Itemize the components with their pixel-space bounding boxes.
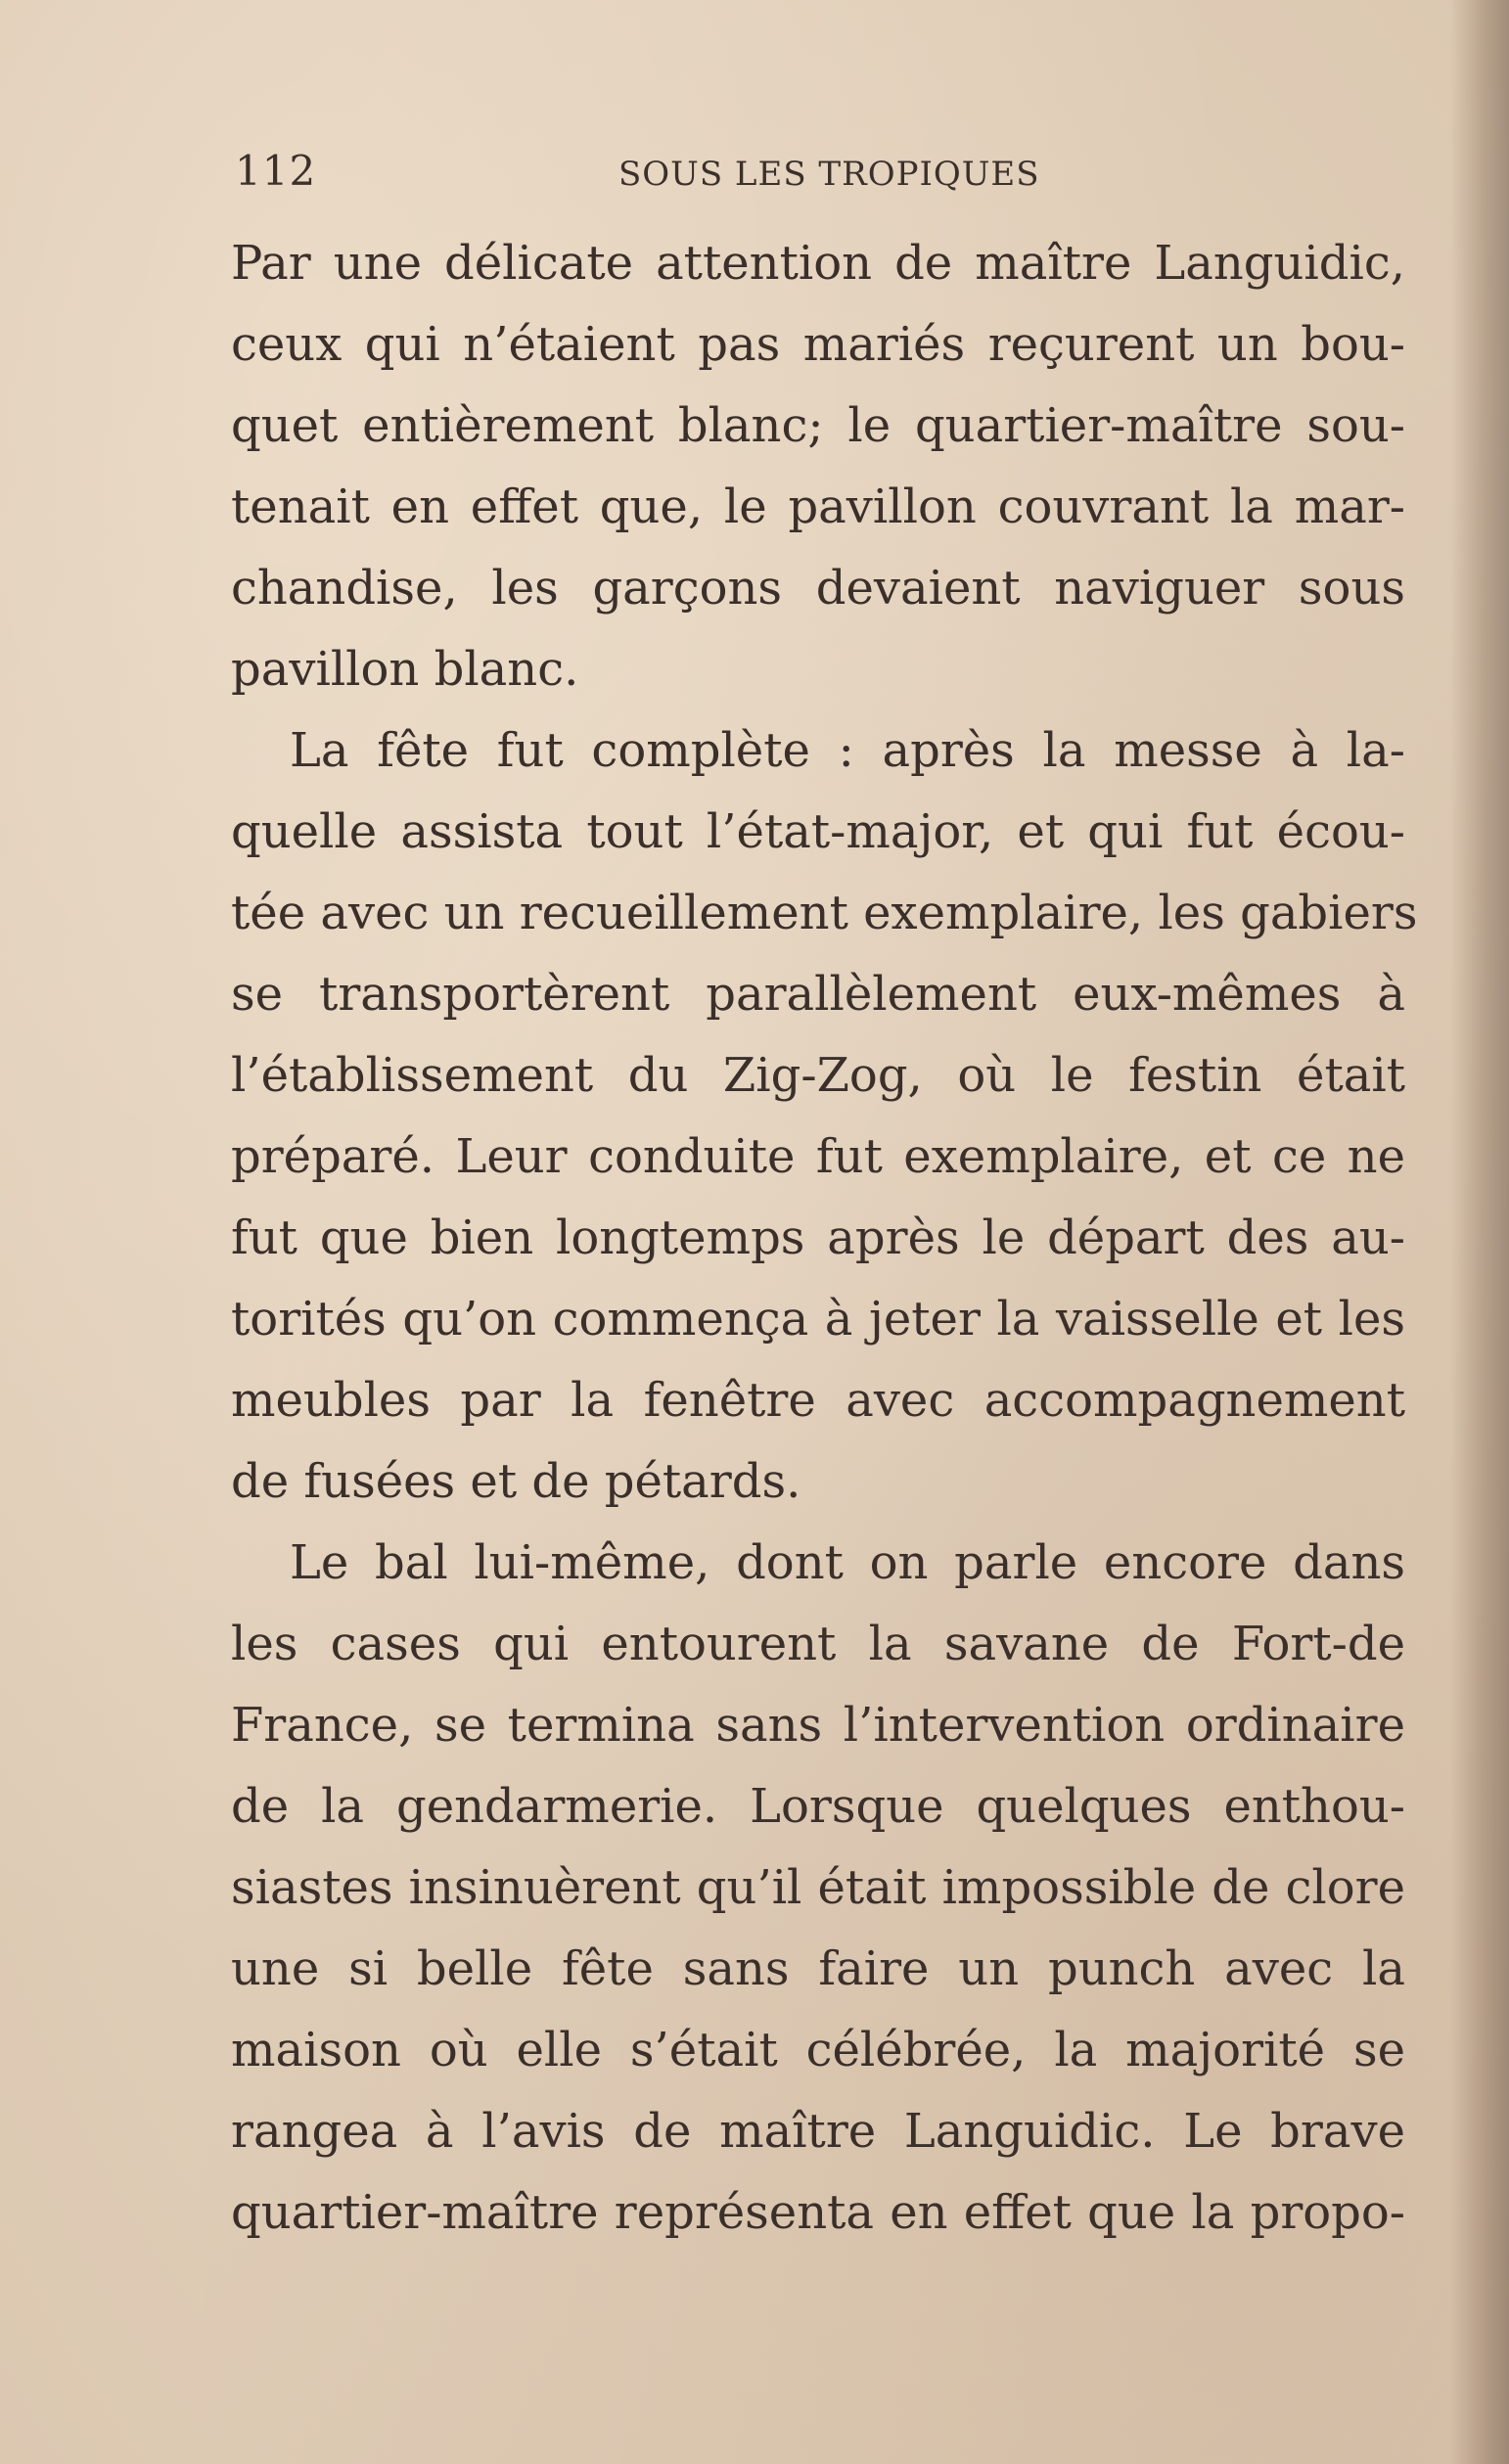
text-line: de la gendarmerie. Lorsque quelques enthou- (231, 1779, 1405, 1834)
text-line: l’établissement du Zig-Zog, où le festin était (231, 1048, 1405, 1103)
text-line: quartier-maître représenta en effet que la propo- (231, 2185, 1405, 2240)
text-line: rangea à l’avis de maître Languidic. Le brave (231, 2104, 1405, 2159)
text-line: quet entièrement blanc; le quartier-maître sou- (231, 398, 1405, 453)
running-head (235, 147, 1409, 205)
text-line: chandise, les garçons devaient naviguer sous (231, 561, 1405, 616)
text-line: maison où elle s’était célébrée, la majorité se (231, 2023, 1405, 2077)
text-line: Le bal lui-même, dont on parle encore dans (290, 1535, 1405, 1590)
page-edge-shadow (1450, 0, 1509, 2464)
text-line: Par une délicate attention de maître Languidic, (231, 236, 1405, 291)
page-number: 112 (235, 147, 317, 195)
paragraph (231, 1523, 1405, 2254)
text-line: meubles par la fenêtre avec accompagnement (231, 1373, 1405, 1428)
text-line: préparé. Leur conduite fut exemplaire, et ce ne (231, 1129, 1405, 1184)
text-line: de fusées et de pétards. (231, 1454, 801, 1509)
text-line: torités qu’on commença à jeter la vaisselle et les (231, 1292, 1405, 1346)
paragraph (231, 223, 1405, 710)
text-line: se transportèrent parallèlement eux-mêmes à (231, 967, 1405, 1022)
text-line: fut que bien longtemps après le départ des au- (231, 1210, 1405, 1265)
text-line: pavillon blanc. (231, 642, 579, 697)
running-title: SOUS LES TROPIQUES (618, 155, 1040, 194)
body-text (231, 223, 1418, 2254)
text-line: tée avec un recueillement exemplaire, les gabiers (231, 886, 1418, 940)
text-line: les cases qui entourent la savane de Fort-de (231, 1617, 1405, 1671)
text-line: une si belle fête sans faire un punch avec la (231, 1941, 1405, 1996)
paragraph (231, 710, 1418, 1523)
text-line: La fête fut complète : après la messe à la- (290, 723, 1405, 778)
text-line: France, se termina sans l’intervention ordinaire (231, 1698, 1405, 1753)
text-line: ceux qui n’étaient pas mariés reçurent un bou- (231, 317, 1405, 372)
text-line: tenait en effet que, le pavillon couvrant la mar- (231, 479, 1405, 534)
text-line: siastes insinuèrent qu’il était impossible de clore (231, 1860, 1405, 1915)
text-line: quelle assista tout l’état-major, et qui fut écou- (231, 804, 1405, 859)
